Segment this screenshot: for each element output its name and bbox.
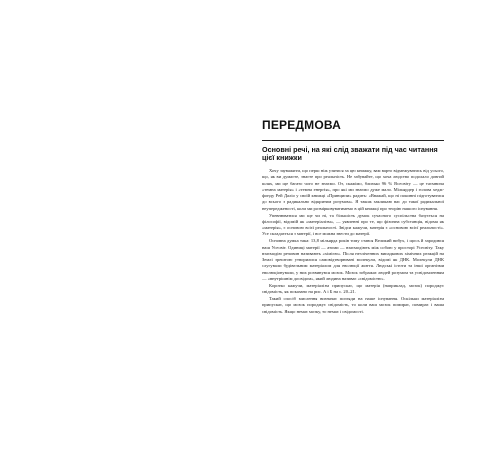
chapter-title: ПЕРЕДМОВА — [262, 118, 342, 132]
paragraph: Упевнюватися ми ще чи ні, та більшість думок сучасного суспільства базується на філософії, відомій як «матеріалізм», — уявленні про те, що фізична субстанція, відома як «матерія», є основою всієї реальності. Звідси кажучи, матерія є «основою всієї реальності». Усе складається з матерії, і все можна звести до матерії. — [262, 212, 444, 237]
paragraph: Основна думка така: 13,8 мільярда років тому стався Великий вибух, і щось й зародився наш Усесвіт. Одиниці матерії — атоми — взаємодіють між собою у просторі Усесвіту. Таку взаємодію речовин називають «хімією». Після незліченних випадкових хімічних реакцій на Землі зрештою утворилися самовідтворювані молекули, відомі як ДНК. Молекули ДНК слугували будівельним матеріалом для еволюції життя. Людські істоти та інші організми еволюціонували, у них розвинувся мозок. Мозок зображає людей розумом та усвідомленням — «внутрішнім досвідом», який людина називає «свідомістю». — [262, 238, 444, 282]
chapter-subtitle: Основні речі, на які слід зважати під час читання цієї книжки — [262, 145, 438, 163]
paragraph: Такий спосіб мислення визначає погляди на наше існування. Оскільки матеріалізм припускає, що мозок породжує свідомість, то коли ваш мозок помирає, помирає і ваша свідомість. Якщо немає мозку, то немає і свідомості. — [262, 295, 444, 314]
title-divider — [262, 140, 444, 141]
body-text — [262, 168, 444, 434]
paragraph: Коротко кажучи, матеріалізм припускає, що матерія (наприклад, мозок) породжує свідомість, як показано на рис. А і Б на с. 20–21. — [262, 282, 444, 295]
paragraph: Хочу зауважити, що перш ніж узятися за цю книжку, вам варто відмежуватись від усього, що, як ви думаєте, знаєте про реальність. Не забувайте, що хоча людство подолало довгий шлях, ми ще багато чого не знаємо. От, скажімо, близько 96 % Всесвіту — це таємнича «темна матерія» і «темна енергія», про які ми знаємо дуже мало. Мільярдер і голова хедж-фонду Рей Даліо у своїй книжці «Принципи» радить: «Вважай, що ні покинні підготуватися до всього з радикально відкритим розумом». Я також закликаю вас до такої радикальної неупередженості, коли ми розмірковуватимемо в цій книжці про теорію нашого існування. — [262, 168, 444, 211]
